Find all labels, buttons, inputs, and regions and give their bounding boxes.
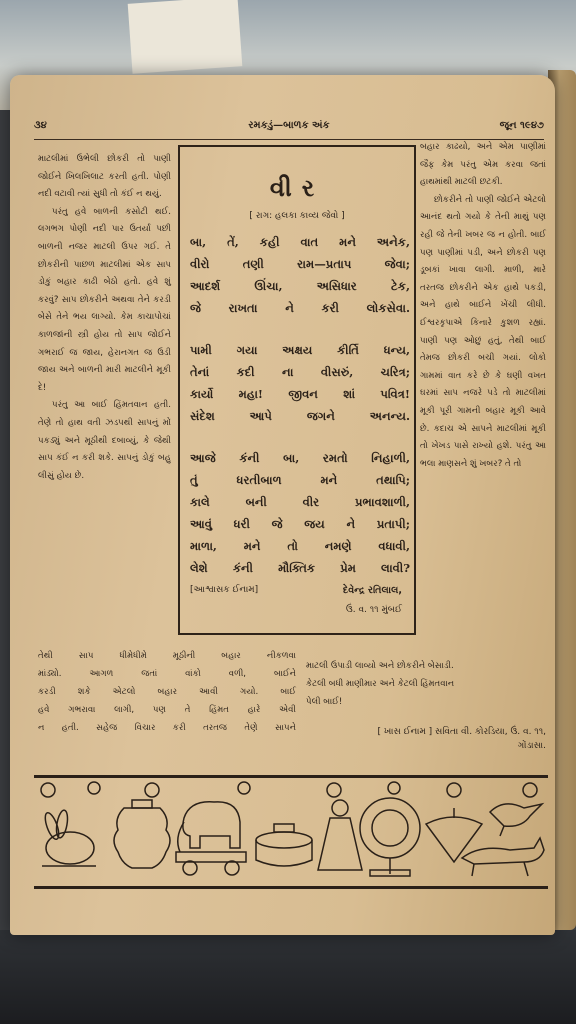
- text-line: તેથી સાપ ધીમેધીમે મૂઠીની બહાર નીકળવા: [38, 651, 296, 661]
- drum-icon: [256, 824, 312, 866]
- left-paragraph: પરંતુ આ બાઈ હિંમતવાન હતી. તેણે તો હાથ વતી ઝડપથી સાપનું મોં પકડ્યું અને મૂઠીથી દબાવ્યું, કે જેથી સાપ કંઈ ન કરી શકે. સાપનું ડોકું બહુ લીસું હોય છે.: [38, 400, 171, 481]
- magazine-page: [10, 75, 555, 935]
- poem-title: વીર: [269, 173, 325, 202]
- left-paragraph: માટલીમાં ઉભેલી છોકરી તો પાણી જોઈને ખિલખિલાટ કરતી હતી. પોણી નદી વટાવી ત્યાં સુધી તો કંઈ ન થયું.: [38, 154, 171, 200]
- peacock-icon: [360, 798, 420, 876]
- text-line: પેલી બાઈ!: [306, 697, 343, 707]
- poem-stanza: [190, 447, 410, 579]
- poem-line: આજે કંની બા, રમતો નિહાળી,: [190, 451, 410, 465]
- poem-line: આદર્શ ઊંચા, અસિધાર ટેક,: [190, 279, 410, 293]
- right-paragraph: બહાર કાઢયો, અને એમ પાણીમાં જૈફ કેમ પરંતુ એમ કરવા જતાં હાથમાંથી માટલી છટકી.: [420, 142, 546, 188]
- poem-line: તેનાં કદી ના વીસરું, ચરિત્ર;: [190, 365, 410, 379]
- poem-line: વીરો તણી રામ—પ્રતાપ જેવા;: [190, 257, 410, 271]
- page-number: ૩૪: [34, 120, 47, 131]
- urn-icon: [114, 800, 170, 868]
- award-line: ગોંડાસા.: [517, 741, 546, 751]
- poem-line: જે રાખતા ને કરી લોકસેવા.: [190, 301, 410, 315]
- poem-line: તું ધરતીબાળ મને તથાપિ;: [190, 473, 410, 487]
- torn-paper-scrap: [128, 0, 243, 74]
- text-line: કરડી શકે એટલો બહાર આવી ગયો. બાઈ: [38, 687, 296, 697]
- poem-line: પામી ગયા અક્ષય કીર્તિ ધન્ય,: [190, 343, 410, 357]
- poem-line: આવું ધરી જે જય ને પ્રતાપી;: [190, 517, 410, 531]
- poem-author-place: ઉં. વ. ૧૧ મુંબઈ: [345, 605, 402, 615]
- elephant-icon: [176, 802, 246, 875]
- text-line: ન હતી. સહેજ વિચાર કરી તરતજ તેણે સાપને: [38, 723, 296, 733]
- poem-box: [178, 145, 416, 635]
- poem-award: [આશ્વાસક ઈનામ]: [190, 585, 259, 595]
- poem-stanza: [190, 339, 410, 427]
- poem-raag: [ રાગ: હલકા કાવ્ય જેવો ]: [249, 211, 345, 221]
- cat-icon: [462, 838, 544, 876]
- doll-icon: [318, 800, 362, 870]
- poem-line: માળા, મને તો નમણે વધાવી,: [190, 539, 410, 553]
- page-header: [34, 115, 544, 135]
- left-column: [38, 151, 171, 641]
- spinning-top-icon: [426, 808, 482, 862]
- poem-line: બા, તેં, કહી વાત મને અનેક,: [190, 235, 410, 249]
- left-paragraph: પરંતુ હવે બાળની કસોટી થઈ. લગભગ પોણી નદી પાર ઉતર્યા પછી બાળની નજર માટલી ઉપર ગઈ. તે છોકરીની પાછળ માટલીમાં એક સાપ ડોકું બહાર કાઢી બેઠો હતો. હવે શું કરવું? સાપ છોકરીને અથવા તેને કરડી બેસે તેને ભય લાગ્યો. કેમ કાચાપોચાં કાળજાંની સ્ત્રી હોય તો સાપ જોઈને ગભરાઈ જ જાય, હેરાનગત જ ઉડી જાય અને બાળની મારી માટલીને મૂકી દે!: [38, 206, 171, 393]
- right-paragraph: છોકરીને તો પાણી જોઈને એટલો આનંદ થતો ગયો કે તેની માથું પણ રહી જે તેની ખબર જ ન હોતી. બાઈ પણ પાણીમાં પડી, અને છોકરી પણ ડૂબકાં ખાવા લાગી. માળી, મારે તરતજ છોકરીને એક હાથે પકડી, અને હાથે બાઈને ખેંચી લીધી. ઈશ્વરકૃપાએ કિનારે કુશળ રહ્યાં. પાણી પણ ઓછું હતું, તેથી બાઈ તેમજ છોકરી બચી ગયાં. લોકો ગામમાં વાત કરે છે કે ઘણી વખત ઘરમાં સાપ નજરે પડે તો માટલીમાં મૂકી પૂરી ગામની બહાર મૂકી આવે છે. કદાચ એ સાપને માટલીમાં મૂકી તો ખેખડ પાસે રાખ્યો હશે. પરંતુ આ ભલા માણસને શું ખબર? તે તો: [420, 194, 546, 469]
- poem-line: સંદેશ આપે જગને અનન્ય.: [190, 409, 410, 423]
- bottom-award: [318, 725, 546, 753]
- toys-illustration-band: [34, 775, 548, 889]
- text-line: કેટલી બધી માણીમાર અને કેટલી હિંમતવાન: [306, 679, 455, 689]
- text-line: માટલી ઉપાડી લાવ્યો અને છોકરીને બેસાડી.: [306, 661, 454, 671]
- text-line: માંડ્યો. આગળ જતાં વાંકો વળી, બાઈને: [38, 669, 296, 679]
- background-bottom: [0, 930, 576, 1024]
- rabbit-icon: [42, 809, 96, 866]
- issue-date: જૂન ૧૯૪૭: [499, 120, 544, 131]
- poem-stanza: [190, 231, 410, 319]
- running-title: રમકડું—બાળક અંક: [248, 120, 330, 131]
- flower-motif: [41, 782, 537, 797]
- award-line: [ ખાસ ઈનામ ] સવિતા વી. કોરડિયા, ઉં. વ. ૧૧,: [377, 727, 546, 737]
- poem-line: કાર્યો મહા! જીવન શાં પવિત્ર!: [190, 387, 410, 401]
- bird-icon: [490, 804, 542, 836]
- text-line: હવે ગભરાવા લાગી, પણ તે હિંમત હારે એવી: [38, 705, 296, 715]
- toys-illustration: [34, 778, 548, 880]
- right-column: [420, 139, 546, 639]
- poem-line: લેશે કંની મૌક્તિક પ્રેમ લાવી?: [190, 561, 410, 575]
- poem-line: કાલે બની વીર પ્રભાવશાળી,: [190, 495, 410, 509]
- poem-author: દેવેન્દ્ર રતિલાલ,: [342, 585, 402, 596]
- bottom-left-text: [38, 647, 296, 755]
